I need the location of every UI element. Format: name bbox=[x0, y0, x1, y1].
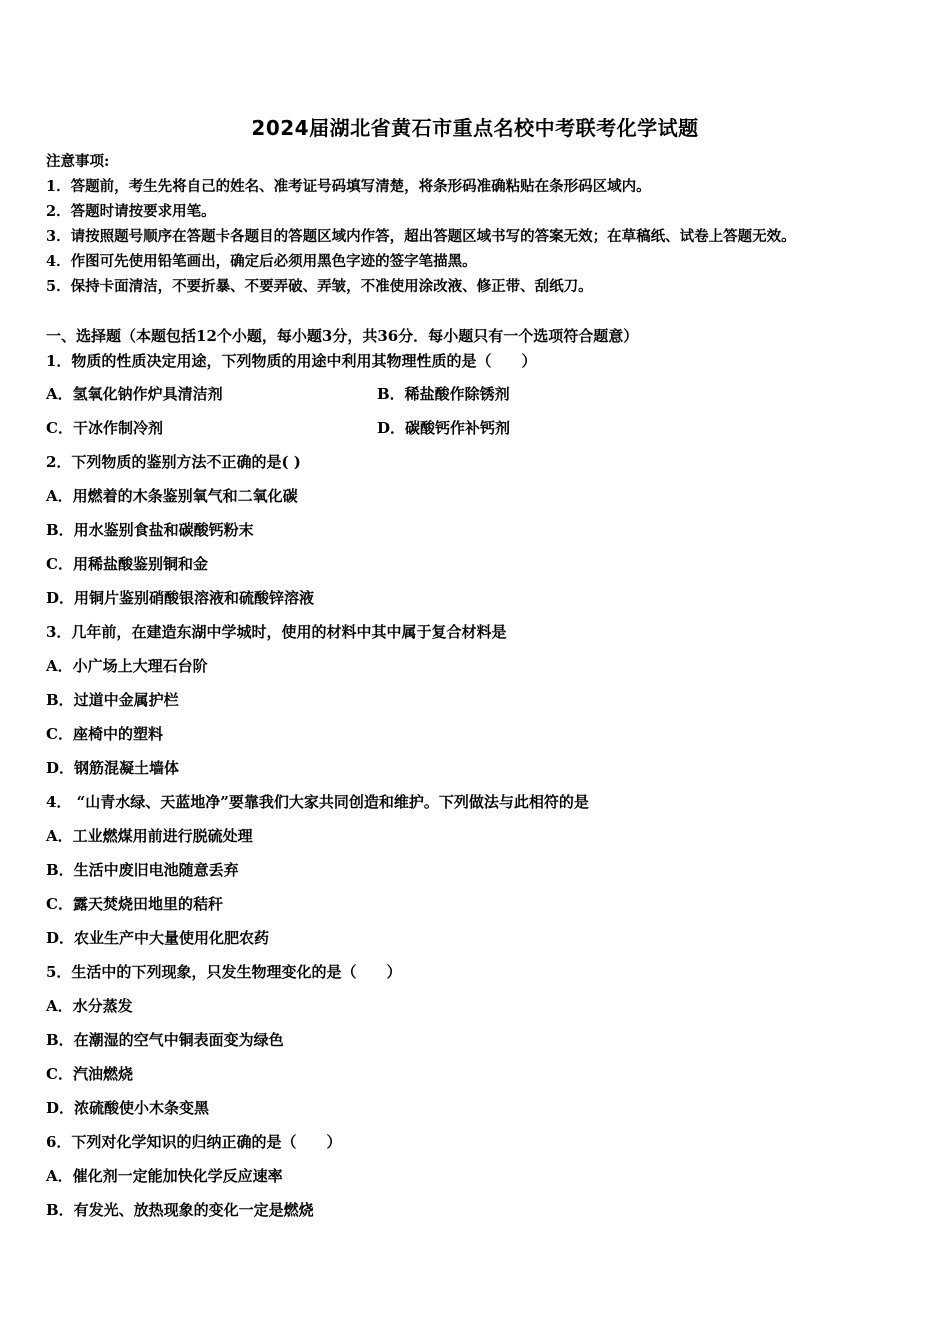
notice-item: 1．答题前，考生先将自己的姓名、准考证号码填写清楚，将条形码准确粘贴在条形码区域内。 bbox=[46, 178, 651, 195]
answer-option: D．农业生产中大量使用化肥农药 bbox=[46, 929, 270, 947]
answer-option: C．座椅中的塑料 bbox=[46, 725, 163, 743]
answer-option: C．露天焚烧田地里的秸秆 bbox=[46, 895, 223, 913]
answer-option: D．用铜片鉴别硝酸银溶液和硫酸锌溶液 bbox=[46, 589, 315, 607]
notice-heading: 注意事项: bbox=[46, 153, 110, 170]
answer-option: D．碳酸钙作补钙剂 bbox=[377, 419, 511, 437]
notice-item: 3．请按照题号顺序在答题卡各题目的答题区域内作答，超出答题区域书写的答案无效；在草稿纸、试卷上答题无效。 bbox=[46, 228, 796, 245]
answer-option: B．过道中金属护栏 bbox=[46, 691, 179, 709]
answer-option: A．催化剂一定能加快化学反应速率 bbox=[46, 1167, 283, 1185]
answer-option: D．浓硫酸使小木条变黑 bbox=[46, 1099, 210, 1117]
answer-option: A．氢氧化钠作炉具清洁剂 bbox=[46, 385, 223, 403]
answer-option: D．钢筋混凝土墙体 bbox=[46, 759, 180, 777]
answer-option: C．汽油燃烧 bbox=[46, 1065, 133, 1083]
answer-option: C．干冰作制冷剂 bbox=[46, 419, 163, 437]
question-stem: 2．下列物质的鉴别方法不正确的是( ) bbox=[46, 453, 301, 471]
question-stem: 4． “山青水绿、天蓝地净”要靠我们大家共同创造和维护。下列做法与此相符的是 bbox=[46, 793, 589, 811]
answer-option: B．稀盐酸作除锈剂 bbox=[377, 385, 510, 403]
answer-option: C．用稀盐酸鉴别铜和金 bbox=[46, 555, 208, 573]
answer-option: B．有发光、放热现象的变化一定是燃烧 bbox=[46, 1201, 314, 1219]
answer-option: A．工业燃煤用前进行脱硫处理 bbox=[46, 827, 253, 845]
answer-option: B．用水鉴别食盐和碳酸钙粉末 bbox=[46, 521, 254, 539]
answer-option: A．用燃着的木条鉴别氧气和二氧化碳 bbox=[46, 487, 298, 505]
question-stem: 3．几年前，在建造东湖中学城时，使用的材料中其中属于复合材料是 bbox=[46, 623, 507, 641]
notice-item: 5．保持卡面清洁，不要折暴、不要弄破、弄皱，不准使用涂改液、修正带、刮纸刀。 bbox=[46, 278, 593, 295]
notice-item: 2．答题时请按要求用笔。 bbox=[46, 203, 216, 220]
answer-option: A．小广场上大理石台阶 bbox=[46, 657, 208, 675]
page-title: 2024届湖北省黄石市重点名校中考联考化学试题 bbox=[251, 116, 699, 140]
question-stem: 6．下列对化学知识的归纳正确的是（ ） bbox=[46, 1133, 342, 1151]
notice-item: 4．作图可先使用铅笔画出，确定后必须用黑色字迹的签字笔描黑。 bbox=[46, 253, 477, 270]
answer-option: B．在潮湿的空气中铜表面变为绿色 bbox=[46, 1031, 284, 1049]
answer-option: B．生活中废旧电池随意丢弃 bbox=[46, 861, 239, 879]
section-heading: 一、选择题（本题包括12个小题，每小题3分，共36分．每小题只有一个选项符合题意） bbox=[46, 327, 639, 345]
answer-option: A．水分蒸发 bbox=[46, 997, 133, 1015]
question-stem: 1．物质的性质决定用途，下列物质的用途中利用其物理性质的是（ ） bbox=[46, 352, 537, 370]
question-stem: 5．生活中的下列现象，只发生物理变化的是（ ） bbox=[46, 963, 402, 981]
